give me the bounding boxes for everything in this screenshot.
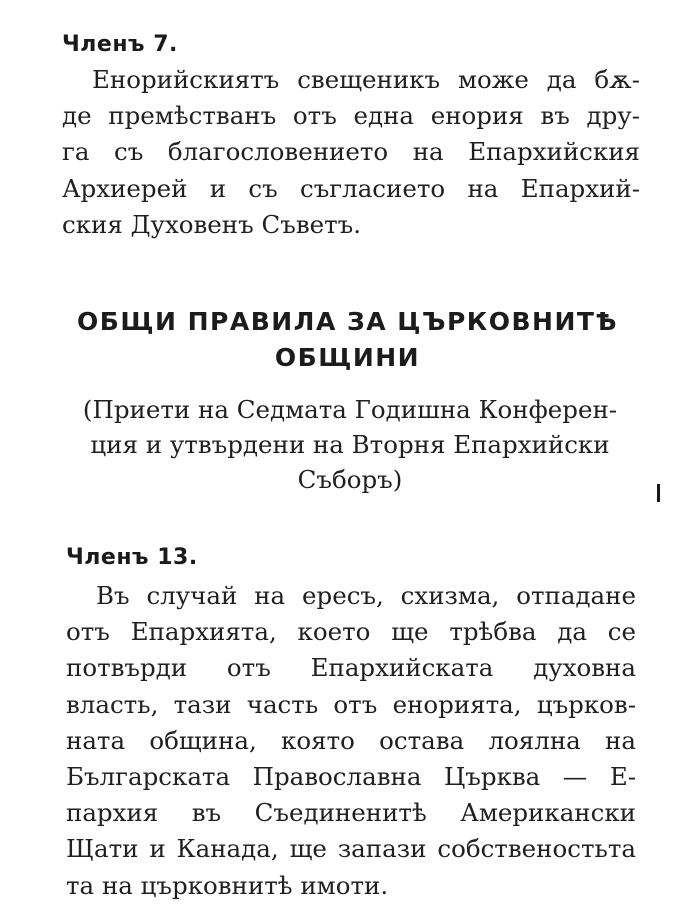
text-line: власть, тази часть отъ енорията, църков- [66,689,636,719]
article-13-heading: Членъ 13. [66,545,198,570]
note-line: (Приети на Седмата Годишна Конферен- [82,395,618,424]
text-line: га съ благословението на Епархийския [62,137,640,167]
text-line: Енорийскиятъ свещеникъ може да бѫ- [92,65,640,94]
note-line: Съборъ) [297,465,403,494]
text-line: пархия въ Съединенитѣ Американски [66,798,636,828]
text-line: Българската Православна Църква — Е- [66,762,636,792]
section-title-line: ОБЩИНИ [274,343,421,372]
text-line: Архиерей и съ съгласието на Епархий- [62,173,640,203]
margin-mark [657,484,660,502]
article-13-text [66,578,636,904]
text-line: ския Духовенъ Съветъ. [62,209,362,239]
text-line: Щати и Канада, ще запази собственостьта [66,834,636,864]
section-title [0,304,695,376]
text-line: та на църковнитѣ имоти. [66,870,389,900]
text-line: потвърди отъ Епархийската духовна [66,653,636,683]
text-line: Въ случай на ересъ, схизма, отпадане [96,581,636,610]
section-title-line: ОБЩИ ПРАВИЛА ЗА ЦЪРКОВНИТѢ [77,307,618,336]
text-line: де премѣстванъ отъ една енория въ дру- [62,101,640,131]
text-line: отъ Епархията, което ще трѣбва да се [66,617,636,647]
note-line: ция и утвърдени на Вторня Епархийски [90,430,610,459]
article-7-text [62,62,640,243]
adoption-note [40,392,660,497]
article-7-heading: Членъ 7. [62,32,178,57]
text-line: ната община, която остава лоялна на [66,725,636,755]
